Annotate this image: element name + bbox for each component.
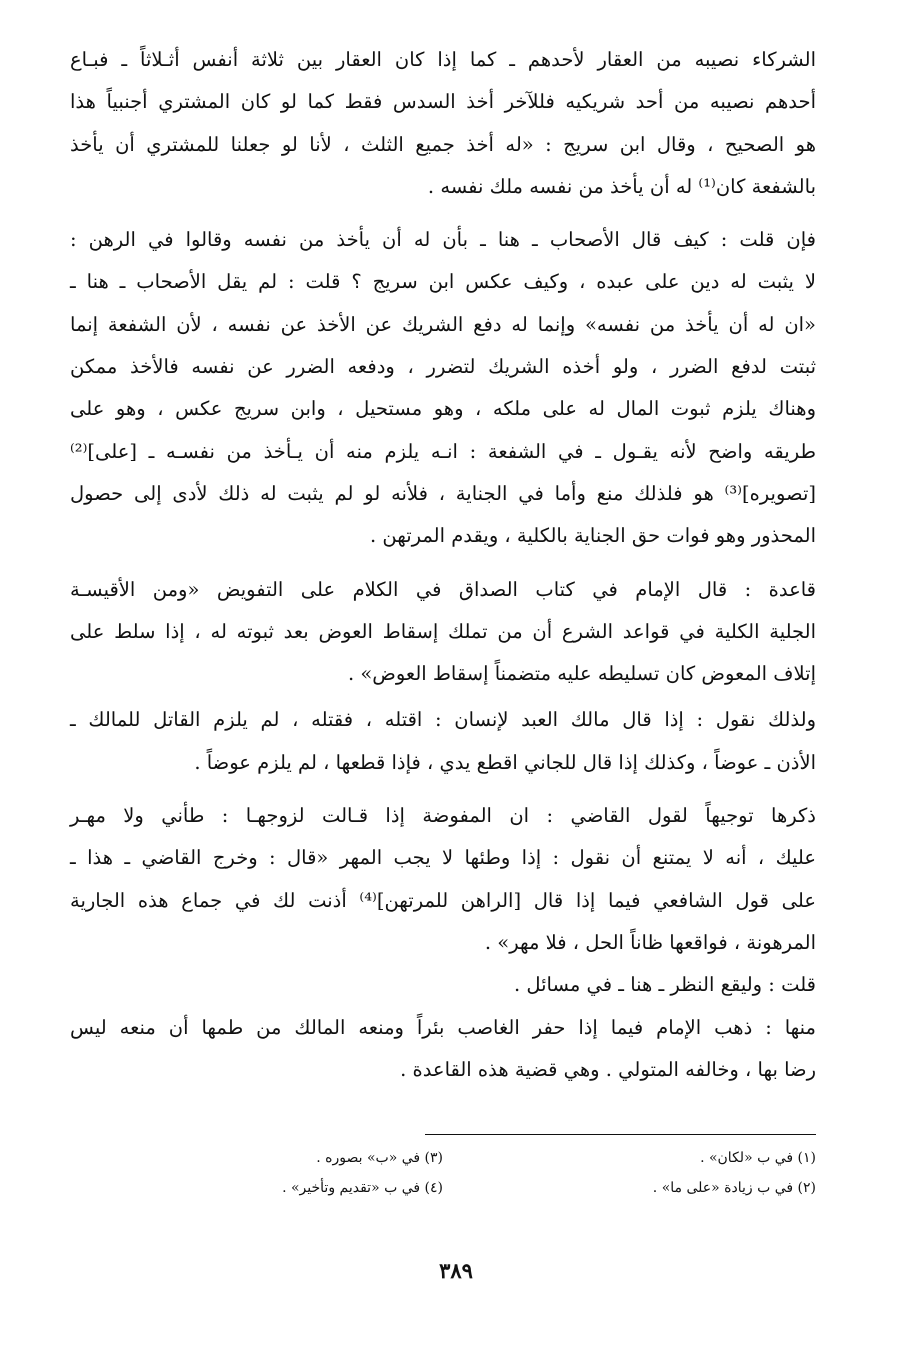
text-line: رضا بها ، وخالفه المتولي . وهي قضية هذه القاعدة .	[400, 1057, 816, 1081]
text-line: منها : ذهب الإمام فيما إذا حفر الغاصب بئراً ومنعه المالك من طمها أن منعه ليس	[70, 1015, 816, 1039]
text-line: الجلية الكلية في قواعد الشرع أن من تملك إسقاط العوض بعد ثبوته له ، إذا سلط على	[70, 619, 816, 643]
footnote-divider	[425, 1134, 816, 1135]
text-line: أحدهم نصيبه من أحد شريكيه فللآخر أخذ السدس فقط كما لو كان المشتري أجنبياً هذا	[70, 90, 816, 114]
text-line: ذكرها توجيهاً لقول القاضي : ان المفوضة إذا قـالت لزوجهـا : طأني ولا مهـر	[70, 804, 816, 828]
text-line: لا يثبت له دين على عبده ، وكيف عكس ابن سريج ؟ قلت : لم يقل الأصحاب ـ هنا ـ	[70, 270, 816, 294]
text-line: على قول الشافعي فيما إذا قال [الراهن للمرتهن]⁽⁴⁾ أذنت لك في جماع هذه الجارية	[70, 888, 816, 912]
footnotes	[70, 1148, 816, 1208]
paragraph-gap	[70, 565, 816, 576]
footnote-2: (٢) في ب زيادة «على ما» .	[652, 1180, 816, 1196]
text-line: المحذور وهو فوات حق الجناية بالكلية ، ويقدم المرتهن .	[369, 524, 816, 548]
text-line: عليك ، أنه لا يمتنع أن نقول : إذا وطئها لا يجب المهر «قال : وخرج القاضي ـ هذا ـ	[70, 846, 816, 870]
footnote-row	[70, 1148, 816, 1178]
text-line: فإن قلت : كيف قال الأصحاب ـ هنا ـ بأن له أن يأخذ من نفسه وقالوا في الرهن :	[70, 228, 816, 252]
text-line: وهناك يلزم ثبوت المال له على ملكه ، وهو مستحيل ، وابن سريج عكس ، وهو على	[70, 397, 816, 421]
paragraph-gap	[70, 215, 816, 226]
page-body	[70, 46, 816, 1098]
text-line: [تصويره]⁽³⁾ هو فلذلك منع وأما في الجناية ، فلأنه لو لم يثبت له ذلك لأدى إلى حصول	[70, 481, 816, 505]
text-line: الشركاء نصيبه من العقار لأحدهم ـ كما إذا كان العقار بين ثلاثة أنفس أثـلاثاً ـ فبـاع	[70, 48, 816, 71]
text-line: المرهونة ، فواقعها ظاناً الحل ، فلا مهر» .	[484, 930, 816, 954]
paragraph-gap	[70, 791, 816, 802]
footnote-3: (٣) في «ب» بصوره .	[316, 1150, 443, 1166]
footnote-row	[70, 1178, 816, 1208]
text-line: إتلاف المعوض كان تسليطه عليه متضمناً إسقاط العوض» .	[347, 662, 816, 686]
text-line: ولذلك نقول : إذا قال مالك العبد لإنسان : اقتله ، فقتله ، لم يلزم القاتل للمالك ـ	[70, 708, 816, 732]
text-line: ثبتت لدفع الضرر ، ولو أخذه الشريك لتضرر ، ودفعه الضرر عن نفسه فالأخذ ممكن	[70, 355, 816, 379]
footnote-4: (٤) في ب «تقديم وتأخير» .	[282, 1180, 443, 1196]
text-line: الأذن ـ عوضاً ، وكذلك إذا قال للجاني اقطع يدي ، فإذا قطعها ، لم يلزم عوضاً .	[194, 750, 816, 774]
text-line: هو الصحيح ، وقال ابن سريج : «له أخذ جميع الثلث ، لأنا لو جعلنا للمشتري أن يأخذ	[70, 132, 816, 156]
page-number: ٣٨٩	[439, 1258, 473, 1283]
text-line: طريقه واضح لأنه يقـول ـ في الشفعة : انـه يلزم منه أن يـأخذ من نفسـه ـ [على]⁽²⁾	[70, 439, 816, 463]
text-line: «ان له أن يأخذ من نفسه» وإنما له دفع الشريك عن الأخذ عن نفسه ، لأن الشفعة إنما	[70, 312, 816, 336]
text-line: بالشفعة كان⁽¹⁾ له أن يأخذ من نفسه ملك نفسه .	[427, 174, 816, 198]
footnote-1: (١) في ب «لكان» .	[700, 1150, 816, 1166]
text-line: قلت : وليقع النظر ـ هنا ـ في مسائل .	[513, 973, 816, 997]
text-line: قاعدة : قال الإمام في كتاب الصداق في الكلام على التفويض «ومن الأقيسـة	[70, 577, 816, 601]
